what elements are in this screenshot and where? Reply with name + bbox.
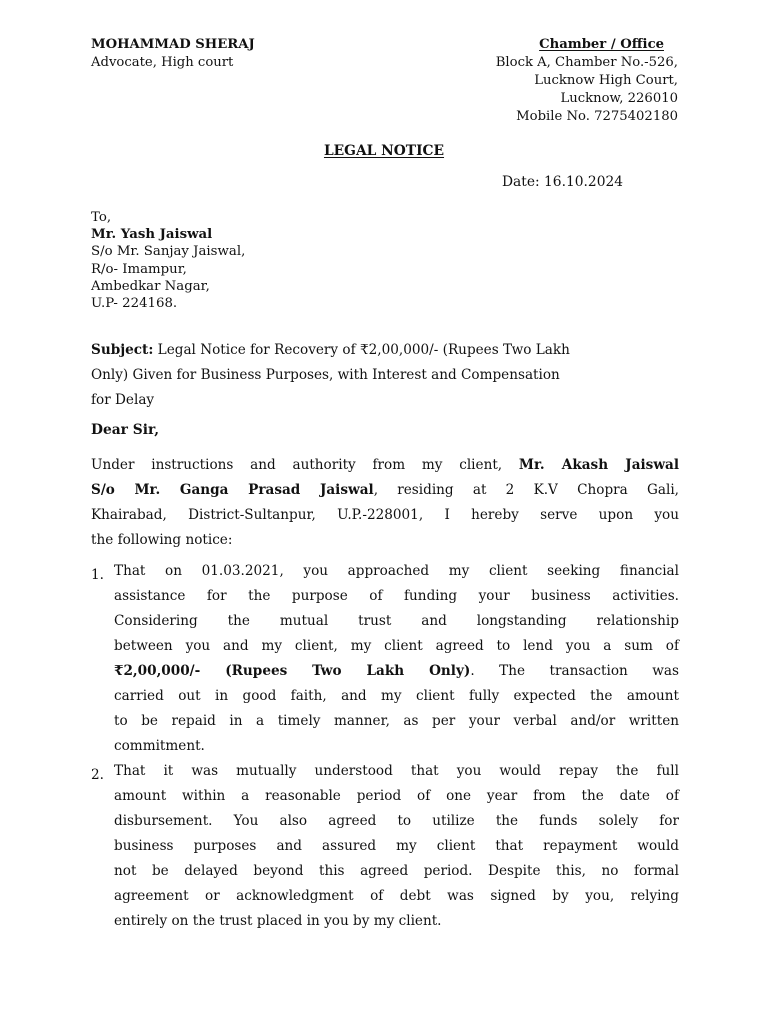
intro-line-4: the following notice:	[91, 532, 233, 548]
advocate-name: MOHAMMAD SHERAJ	[91, 37, 255, 52]
point-2-paragraph	[114, 763, 679, 938]
subject-text-1: Legal Notice for Recovery of ₹2,00,000/- (Rupees Two Lakh	[153, 342, 570, 358]
subject-line-1	[91, 338, 681, 363]
recipient-line-1: S/o Mr. Sanjay Jaiswal,	[91, 244, 246, 260]
subject-paragraph	[91, 338, 681, 413]
chamber-line-3: Lucknow, 226010	[560, 91, 678, 106]
intro-text-2: , residing at 2 K.V Chopra Gali,	[373, 482, 679, 498]
point-2-line-6: agreement or acknowledgment of debt was signed by you, relying	[114, 888, 679, 904]
chamber-address-block	[496, 38, 678, 128]
intro-line-2	[91, 478, 679, 503]
chamber-heading: Chamber / Office	[539, 37, 664, 52]
point-1-number: 1.	[91, 567, 104, 583]
point-2-line-1: That it was mutually understood that you would repay the full	[114, 763, 679, 779]
intro-paragraph	[91, 453, 679, 553]
recipient-line-3: Ambedkar Nagar,	[91, 278, 210, 294]
chamber-mobile: Mobile No. 7275402180	[516, 109, 678, 124]
point-1-line-3: Considering the mutual trust and longstanding relationship	[114, 613, 679, 629]
advocate-block	[91, 38, 255, 74]
advocate-designation: Advocate, High court	[91, 55, 234, 70]
recipient-line-2: R/o- Imampur,	[91, 261, 187, 277]
point-1-line-7: to be repaid in a timely manner, as per your verbal and/or written	[114, 713, 679, 729]
point-1-line-2: assistance for the purpose of funding your business activities.	[114, 588, 679, 604]
intro-text-1: Under instructions and authority from my client,	[91, 457, 519, 473]
point-2-number: 2.	[91, 767, 104, 783]
greeting: Dear Sir,	[91, 422, 160, 438]
notice-date: Date: 16.10.2024	[502, 174, 624, 190]
subject-label: Subject:	[91, 342, 154, 358]
point-1-text-5: . The transaction was	[470, 663, 679, 679]
point-1-paragraph	[114, 563, 679, 763]
point-2-line-4: business purposes and assured my client that repayment would	[114, 838, 679, 854]
recipient-to: To,	[91, 210, 112, 225]
chamber-line-1: Block A, Chamber No.-526,	[495, 55, 678, 70]
point-1-line-4: between you and my client, my client agreed to lend you a sum of	[114, 638, 679, 654]
client-parentage: S/o Mr. Ganga Prasad Jaiswal	[91, 482, 374, 498]
point-2-line-3: disbursement. You also agreed to utilize the funds solely for	[114, 813, 679, 829]
recipient-block	[91, 211, 245, 314]
point-2-line-7: entirely on the trust placed in you by my client.	[114, 913, 442, 929]
point-1-line-5	[114, 663, 679, 688]
subject-line-3: for Delay	[91, 392, 155, 408]
recipient-name: Mr. Yash Jaiswal	[91, 227, 213, 243]
loan-amount: ₹2,00,000/- (Rupees Two Lakh Only)	[114, 663, 471, 679]
subject-line-2: Only) Given for Business Purposes, with Interest and Compensation	[91, 367, 560, 383]
point-2-line-5: not be delayed beyond this agreed period. Despite this, no formal	[114, 863, 679, 879]
client-name: Mr. Akash Jaiswal	[518, 457, 679, 473]
notice-title: LEGAL NOTICE	[323, 143, 445, 159]
intro-line-1	[91, 453, 679, 478]
intro-line-3: Khairabad, District-Sultanpur, U.P.-228001, I hereby serve upon you	[91, 507, 679, 523]
point-1-line-6: carried out in good faith, and my client fully expected the amount	[114, 688, 679, 704]
recipient-line-4: U.P- 224168.	[91, 295, 178, 311]
chamber-line-2: Lucknow High Court,	[534, 73, 678, 88]
point-2-line-2: amount within a reasonable period of one year from the date of	[114, 788, 679, 804]
point-1-line-8: commitment.	[114, 738, 205, 754]
point-1-line-1: That on 01.03.2021, you approached my client seeking financial	[114, 563, 679, 579]
